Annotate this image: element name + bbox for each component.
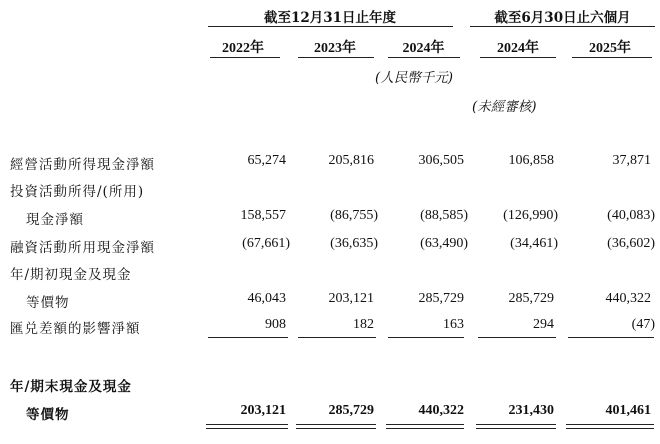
cell: 37,871: [612, 153, 651, 168]
total-cell: 203,121: [240, 403, 286, 418]
cell: 106,858: [508, 153, 554, 168]
row-label: 年/期末現金及現金: [10, 379, 132, 395]
total-cell: 231,430: [508, 403, 554, 418]
cell: 294: [533, 317, 554, 332]
total-double-rule: [296, 424, 376, 425]
cell: 440,322: [605, 291, 651, 306]
year-underline: [210, 57, 280, 58]
cell: 306,505: [418, 153, 464, 168]
group-annual-rule: [208, 26, 453, 27]
total-double-rule: [206, 424, 288, 425]
row-label: 經營活動所得現金淨額: [10, 157, 155, 173]
total-double-rule: [206, 428, 288, 429]
cell: 203,121: [328, 291, 374, 306]
subtotal-rule: [478, 337, 556, 338]
subtotal-rule: [208, 337, 288, 338]
year-header: 2024年: [497, 41, 539, 56]
year-underline: [388, 57, 460, 58]
total-double-rule: [296, 428, 376, 429]
subtotal-rule: [568, 337, 654, 338]
group-interim-rule: [470, 26, 655, 27]
subtotal-rule: [298, 337, 376, 338]
cell: 285,729: [508, 291, 554, 306]
subtotal-rule: [388, 337, 464, 338]
row-label: 匯兑差額的影響淨額: [10, 321, 141, 337]
cell: (34,461): [510, 236, 558, 251]
total-double-rule: [476, 424, 556, 425]
year-underline: [480, 57, 556, 58]
cell: (67,661): [242, 236, 290, 251]
group-interim-header: 截至6月30日止六個月: [494, 10, 631, 26]
total-double-rule: [386, 424, 464, 425]
year-header: 2025年: [589, 41, 631, 56]
cell: 205,816: [328, 153, 374, 168]
cell: (88,585): [420, 208, 468, 223]
row-label: 等價物: [26, 295, 70, 311]
cell: (126,990): [503, 208, 558, 223]
unaudited-note: (未經審核): [472, 99, 537, 115]
year-header: 2024年: [402, 41, 445, 56]
total-double-rule: [566, 424, 654, 425]
year-header: 2023年: [314, 41, 356, 56]
cell: 285,729: [418, 291, 464, 306]
cell: 158,557: [240, 208, 286, 223]
cell: (86,755): [330, 208, 378, 223]
row-label: 投資活動所得/(所用): [10, 184, 145, 200]
row-label: 年/期初現金及現金: [10, 267, 132, 283]
row-label: 現金淨額: [26, 212, 84, 228]
total-double-rule: [566, 428, 654, 429]
year-underline: [572, 57, 652, 58]
cell: (36,635): [330, 236, 378, 251]
total-cell: 401,461: [605, 403, 651, 418]
total-cell: 440,322: [418, 403, 464, 418]
cell: (40,083): [607, 208, 655, 223]
cell: 163: [443, 317, 464, 332]
total-double-rule: [476, 428, 556, 429]
total-double-rule: [386, 428, 464, 429]
cell: (63,490): [420, 236, 468, 251]
total-cell: 285,729: [328, 403, 374, 418]
unit-note: (人民幣千元): [375, 70, 454, 86]
cell: 908: [265, 317, 286, 332]
cell: (47): [631, 317, 655, 332]
row-label: 融資活動所用現金淨額: [10, 240, 155, 256]
cell: 65,274: [247, 153, 286, 168]
year-header: 2022年: [222, 41, 264, 56]
cell: 46,043: [247, 291, 286, 306]
group-annual-header: 截至12月31日止年度: [263, 10, 397, 26]
row-label: 等價物: [26, 407, 70, 423]
year-underline: [298, 57, 374, 58]
cell: 182: [353, 317, 374, 332]
cell: (36,602): [607, 236, 655, 251]
